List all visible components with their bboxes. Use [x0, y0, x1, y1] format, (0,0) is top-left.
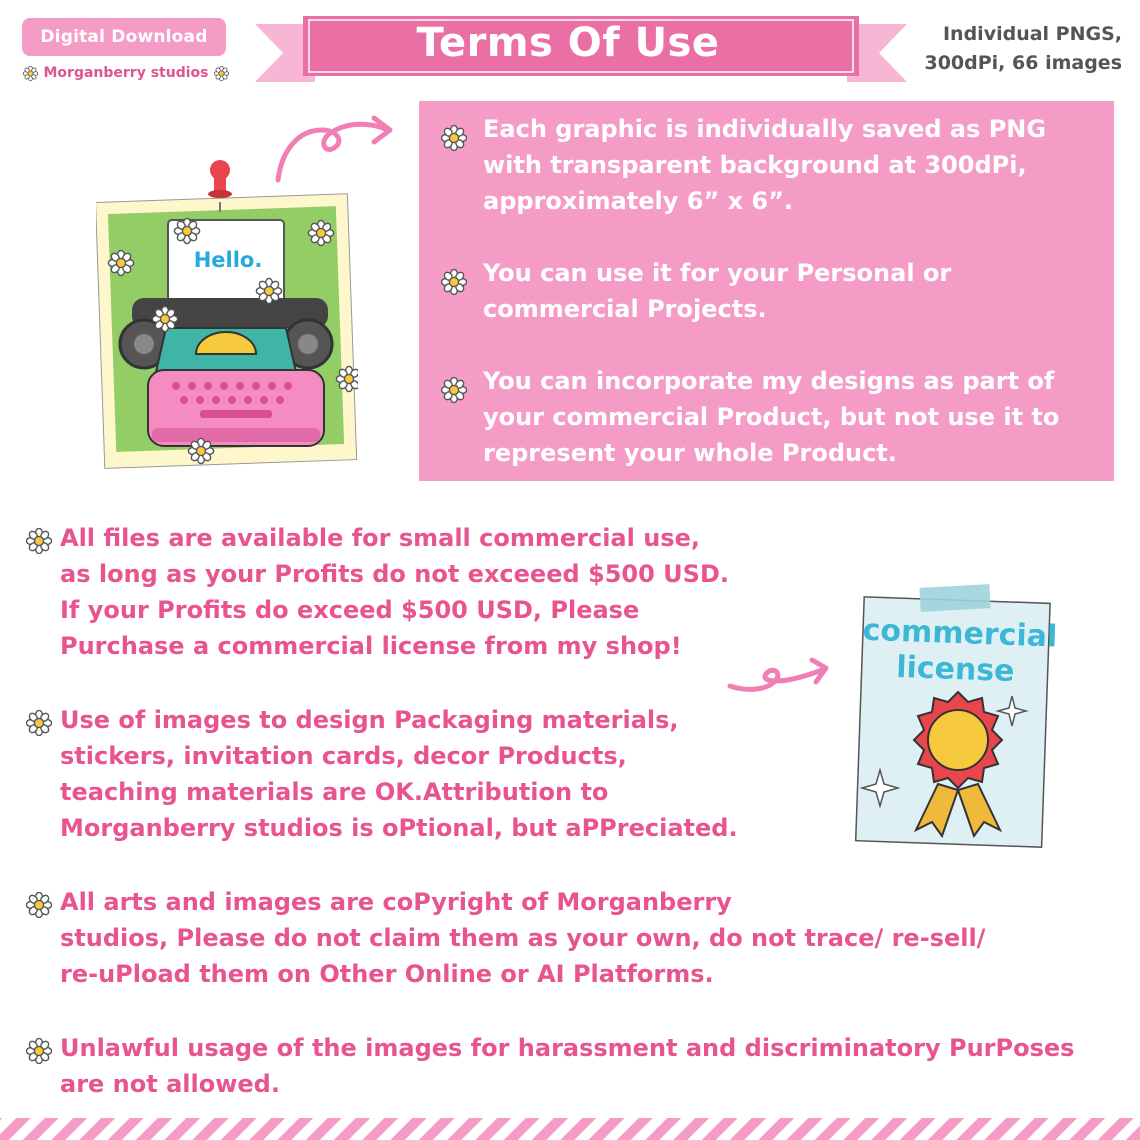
license-line: commercial	[862, 612, 1058, 655]
license-card-text	[861, 612, 1058, 692]
badge-label: Digital Download	[40, 27, 208, 47]
daisy-icon	[26, 892, 52, 918]
box-list-item	[441, 255, 1091, 327]
terms-item-text: All files are available for small commercial use, as long as your Profits do not exceeed $500 USD. If your Profits do exceed $500 USD, Please Purchase a commercial license from my shop!	[60, 524, 729, 660]
studio-name-line	[10, 62, 242, 84]
typewriter-paper-text: Hello.	[193, 248, 263, 272]
typewriter-illustration	[96, 158, 358, 470]
digital-download-badge	[22, 18, 226, 56]
file-info-line: 300dPi, 66 images	[924, 52, 1122, 74]
license-line: license	[895, 649, 1016, 690]
box-item-text: Each graphic is individually saved as PNG with transparent background at 300dPi, approximately 6” x 6”.	[483, 115, 1047, 215]
terms-list-item	[26, 884, 1126, 992]
daisy-icon	[26, 710, 52, 736]
page-title: Terms Of Use	[416, 20, 720, 66]
terms-item-text: Unlawful usage of the images for harassment and discriminatory PurPoses are not allowed.	[60, 1034, 1075, 1098]
box-item-text: You can use it for your Personal or commercial Projects.	[483, 259, 952, 323]
file-info	[902, 20, 1122, 78]
terms-highlight-box	[419, 101, 1114, 481]
box-item-text: You can incorporate my designs as part of your commercial Product, but not use it to represent your whole Product.	[483, 367, 1060, 467]
terms-item-text: All arts and images are coPyright of Morganberry studios, Please do not claim them as your own, do not trace/ re-sell/ re-uPload them on Other Online or AI Platforms.	[60, 888, 986, 988]
box-list-item	[441, 111, 1091, 219]
box-list-item	[441, 363, 1091, 471]
daisy-icon	[441, 269, 467, 295]
file-info-line: Individual PNGS,	[942, 23, 1122, 45]
daisy-icon	[214, 66, 229, 81]
daisy-icon	[26, 528, 52, 554]
daisy-icon	[23, 66, 38, 81]
studio-name: Morganberry studios	[43, 65, 209, 81]
terms-item-text: Use of images to design Packaging materials, stickers, invitation cards, decor Products, teaching materials are OK.Attribution to Morganberry studios is oPtional, but aPPreciated.	[60, 706, 738, 842]
daisy-icon	[441, 377, 467, 403]
daisy-icon	[26, 1038, 52, 1064]
striped-footer-border	[0, 1118, 1140, 1140]
curly-arrow-icon	[724, 652, 836, 696]
terms-list-item	[26, 1030, 1126, 1102]
daisy-icon	[441, 125, 467, 151]
